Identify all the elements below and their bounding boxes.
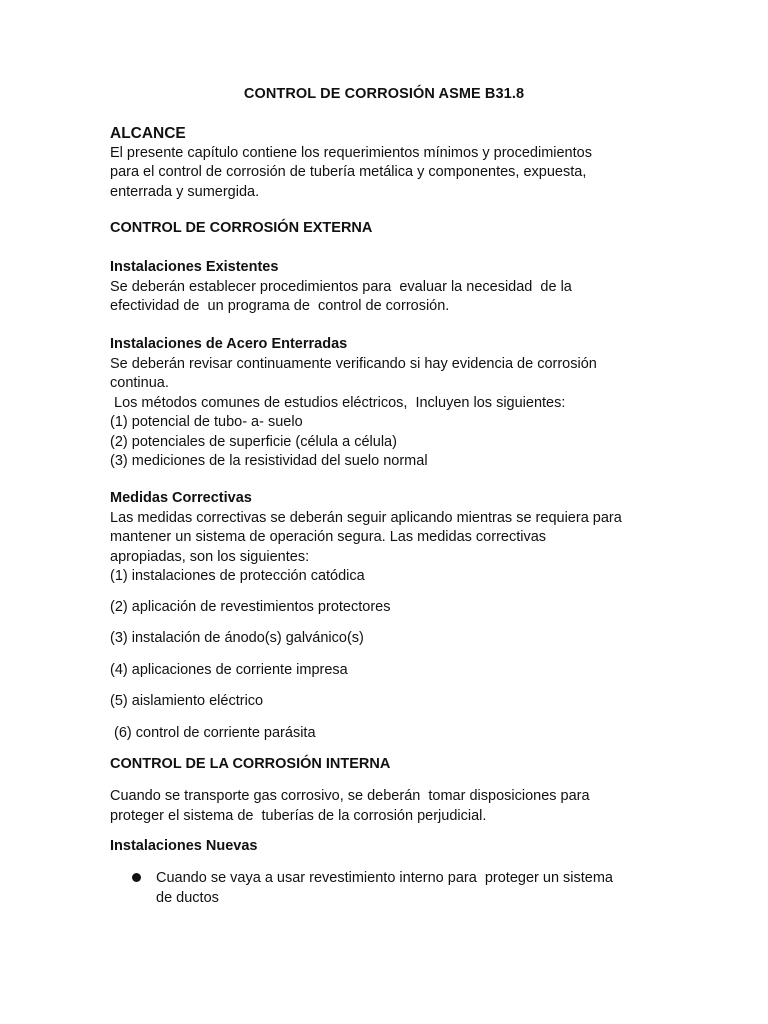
list-item: (2) aplicación de revestimientos protectores: [110, 599, 391, 615]
paragraph-line: Los métodos comunes de estudios eléctricos, Incluyen los siguientes:: [110, 394, 566, 411]
paragraph-line: Se deberán revisar continuamente verificando si hay evidencia de corrosión: [110, 355, 597, 372]
section-heading: ALCANCE: [110, 125, 186, 142]
section-correctivas: [110, 489, 670, 587]
subsection-heading: Instalaciones Existentes: [110, 259, 279, 275]
section-enterradas: [110, 335, 670, 472]
paragraph-line: Se deberán establecer procedimientos para evaluar la necesidad de la: [110, 278, 572, 295]
list-item: (5) aislamiento eléctrico: [110, 693, 264, 709]
section-heading: CONTROL DE CORROSIÓN EXTERNA: [110, 220, 373, 236]
paragraph-line: apropiadas, son los siguientes:: [110, 548, 310, 565]
list-item: (3) mediciones de la resistividad del suelo normal: [110, 453, 428, 469]
list-item: (6) control de corriente parásita: [110, 725, 316, 741]
paragraph-line: de ductos: [156, 890, 219, 906]
list-item: (2) potenciales de superficie (célula a célula): [110, 433, 397, 450]
document-title: CONTROL DE CORROSIÓN ASME B31.8: [243, 86, 525, 102]
list-item: (1) instalaciones de protección catódica: [110, 568, 365, 584]
bullet-icon: [132, 873, 141, 882]
paragraph-line: efectividad de un programa de control de corrosión.: [110, 298, 450, 314]
subsection-heading: Instalaciones de Acero Enterradas: [110, 336, 348, 352]
bullet-text: [156, 868, 666, 908]
paragraph-line: enterrada y sumergida.: [110, 183, 260, 200]
section-interna-body: [110, 787, 670, 826]
paragraph-line: mantener un sistema de operación segura. Las medidas correctivas: [110, 529, 547, 545]
section-existentes: [110, 258, 670, 317]
list-item: (4) aplicaciones de corriente impresa: [110, 662, 348, 678]
subsection-heading: Medidas Correctivas: [110, 490, 252, 506]
paragraph-line: Cuando se vaya a usar revestimiento interno para proteger un sistema: [156, 870, 613, 886]
list-item: (1) potencial de tubo- a- suelo: [110, 414, 303, 430]
paragraph-line: Cuando se transporte gas corrosivo, se deberán tomar disposiciones para: [110, 788, 590, 804]
list-item: (3) instalación de ánodo(s) galvánico(s): [110, 630, 364, 646]
paragraph-line: El presente capítulo contiene los requerimientos mínimos y procedimientos: [110, 144, 592, 161]
paragraph-line: para el control de corrosión de tubería metálica y componentes, expuesta,: [110, 164, 587, 180]
subsection-heading: Instalaciones Nuevas: [110, 838, 258, 854]
section-nuevas: [110, 837, 670, 857]
paragraph-line: proteger el sistema de tuberías de la corrosión perjudicial.: [110, 807, 487, 824]
section-interna-heading: [110, 755, 670, 775]
section-alcance: [110, 124, 670, 202]
section-heading: CONTROL DE LA CORROSIÓN INTERNA: [110, 756, 391, 772]
section-externa: [110, 219, 670, 239]
paragraph-line: Las medidas correctivas se deberán seguir aplicando mientras se requiera para: [110, 509, 622, 526]
paragraph-line: continua.: [110, 375, 169, 391]
